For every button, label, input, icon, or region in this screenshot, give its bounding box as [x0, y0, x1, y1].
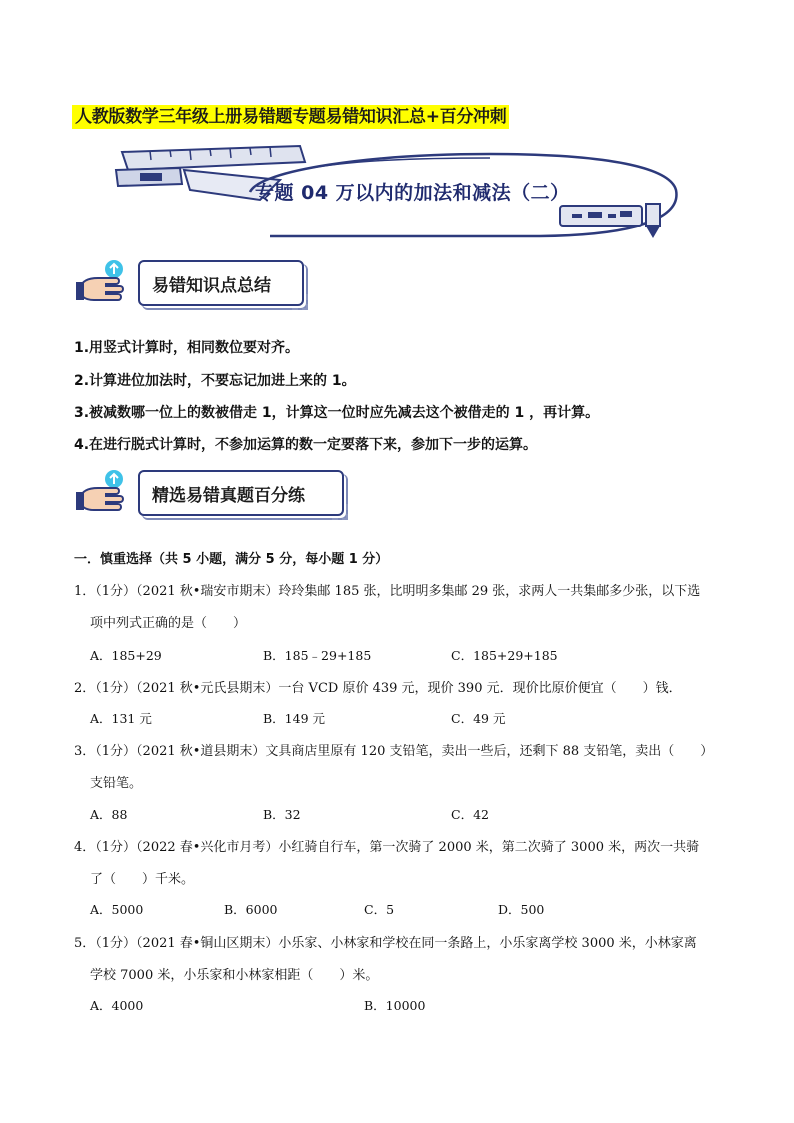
section-header-summary [76, 258, 356, 318]
option-a: A．131 元 [90, 711, 152, 726]
tip-item: 3.被减数哪一位上的数被借走 1，计算这一位时应先减去这个被借走的 1 ，再计算。 [74, 405, 600, 421]
document-title: 人教版数学三年级上册易错题专题易错知识汇总+百分冲刺 [72, 105, 509, 129]
option-b: B．149 元 [263, 711, 326, 726]
section-title-summary: 易错知识点总结 [138, 260, 304, 306]
question-5-text-cont: 学校 7000 米，小乐家和小林家相距（ ）米。 [90, 968, 379, 983]
question-3-text: 3．（1分）（2021 秋•道县期末）文具商店里原有 120 支铅笔，卖出一些后，还剩下 88 支铅笔，卖出（ ） [74, 744, 714, 759]
tip-item: 4.在进行脱式计算时，不参加运算的数一定要落下来，参加下一步的运算。 [74, 437, 538, 453]
option-b: B．32 [263, 807, 301, 822]
tip-item: 1.用竖式计算时，相同数位要对齐。 [74, 340, 300, 356]
option-c: C．185+29+185 [451, 648, 558, 663]
pointing-hand-icon [76, 258, 132, 308]
question-3-text-cont: 支铅笔。 [90, 776, 143, 791]
pointing-hand-icon [76, 468, 132, 518]
option-c: C．5 [364, 902, 395, 917]
option-b: B．6000 [224, 902, 278, 917]
option-a: A．4000 [90, 998, 144, 1013]
pencil-icon [560, 204, 660, 238]
question-4-text-cont: 了（ ）千米。 [90, 872, 195, 887]
question-2-text: 2．（1分）（2021 秋•元氏县期末）一台 VCD 原价 439 元，现价 390 元．现价比原价便宜（ ）钱． [74, 681, 682, 696]
option-a: A．185+29 [90, 648, 162, 663]
question-1-text: 1．（1分）（2021 秋•瑞安市期末）玲玲集邮 185 张，比明明多集邮 29 张，求两人一共集邮多少张，以下选 [74, 584, 701, 599]
tip-item: 2.计算进位加法时，不要忘记加进上来的 1。 [74, 373, 356, 389]
banner-title: 专题 04 万以内的加法和减法（二） [255, 182, 570, 204]
question-4-text: 4．（1分）（2022 春•兴化市月考）小红骑自行车，第一次骑了 2000 米，第二次骑了 3000 米，两次一共骑 [74, 840, 700, 855]
section-title-practice: 精选易错真题百分练 [138, 470, 344, 516]
question-1-text-cont: 项中列式正确的是（ ） [90, 616, 247, 631]
part-label: 一．慎重选择（共 5 小题，满分 5 分，每小题 1 分） [74, 552, 389, 567]
option-d: D．500 [498, 902, 545, 917]
question-5-text: 5．（1分）（2021 春•铜山区期末）小乐家、小林家和学校在同一条路上，小乐家离学校 3000 米，小林家离 [74, 936, 697, 951]
option-b: B．185﹣29+185 [263, 648, 372, 663]
option-c: C．49 元 [451, 711, 506, 726]
option-a: A．5000 [90, 902, 144, 917]
option-b: B．10000 [364, 998, 426, 1013]
option-a: A．88 [90, 807, 128, 822]
option-c: C．42 [451, 807, 489, 822]
section-header-practice [76, 468, 356, 528]
